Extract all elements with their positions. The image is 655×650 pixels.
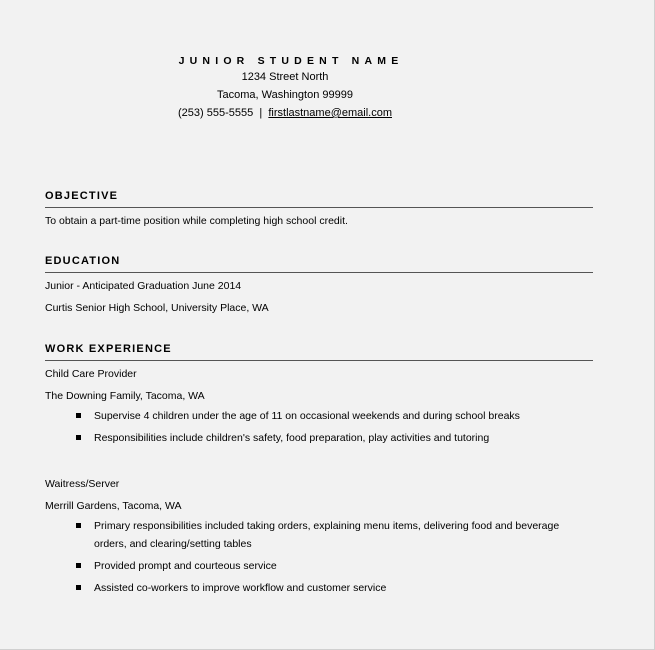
- job-title: Child Care Provider: [45, 368, 137, 380]
- job-bullets: [45, 517, 593, 597]
- job-employer: The Downing Family, Tacoma, WA: [45, 390, 205, 402]
- bullet-text: Provided prompt and courteous service: [94, 560, 277, 572]
- objective-heading: OBJECTIVE: [45, 189, 593, 208]
- bullet-text: Responsibilities include children's safety, food preparation, play activities and tutoring: [94, 432, 490, 444]
- contact-separator: |: [259, 107, 263, 119]
- job-title: Waitress/Server: [45, 478, 120, 490]
- student-name: JUNIOR STUDENT NAME: [178, 55, 404, 67]
- list-item: [45, 429, 593, 447]
- email-link[interactable]: firstlastname@email.com: [268, 107, 392, 119]
- square-bullet-icon: [76, 563, 81, 568]
- objective-section: [45, 189, 593, 228]
- square-bullet-icon: [76, 523, 81, 528]
- square-bullet-icon: [76, 413, 81, 418]
- resume-header: [0, 54, 570, 122]
- education-section: [45, 254, 593, 315]
- work-experience-heading: WORK EXPERIENCE: [45, 342, 593, 361]
- education-heading: EDUCATION: [45, 254, 593, 273]
- objective-text: To obtain a part-time position while completing high school credit.: [45, 215, 348, 227]
- job-bullets: [45, 407, 593, 447]
- education-line: Curtis Senior High School, University Place, WA: [45, 302, 269, 314]
- list-item: [45, 557, 593, 575]
- bullet-text: Primary responsibilities included taking orders, explaining menu items, delivering food and beverage orders, and clearing/setting tables: [94, 520, 560, 550]
- bullet-text: Supervise 4 children under the age of 11 on occasional weekends and during school breaks: [94, 410, 520, 422]
- city-state-zip: Tacoma, Washington 99999: [217, 89, 353, 101]
- list-item: [45, 517, 593, 553]
- phone-number: (253) 555-5555: [178, 107, 254, 119]
- square-bullet-icon: [76, 585, 81, 590]
- list-item: [45, 579, 593, 597]
- contact-line: [0, 104, 570, 122]
- list-item: [45, 407, 593, 425]
- work-experience-job-2: [45, 477, 593, 597]
- work-experience-section: [45, 342, 593, 447]
- square-bullet-icon: [76, 435, 81, 440]
- street-address: 1234 Street North: [241, 71, 329, 83]
- bullet-text: Assisted co-workers to improve workflow and customer service: [94, 582, 387, 594]
- education-line: Junior - Anticipated Graduation June 2014: [45, 280, 242, 292]
- job-employer: Merrill Gardens, Tacoma, WA: [45, 500, 182, 512]
